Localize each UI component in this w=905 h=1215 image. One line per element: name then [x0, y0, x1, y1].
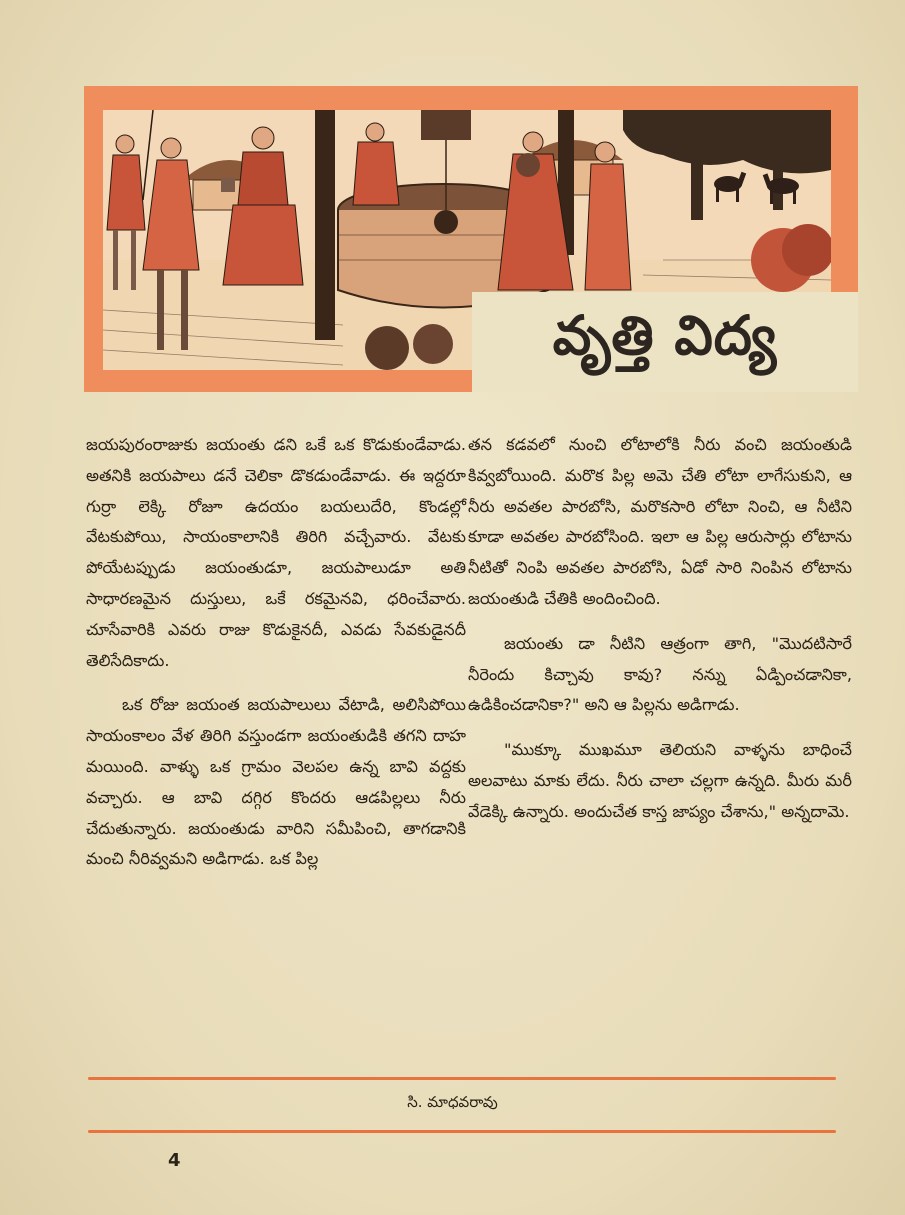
author-credit: సి. మాధవరావు	[407, 1093, 498, 1111]
story-title: వృత్తి విద్య	[552, 303, 778, 367]
divider-top	[88, 1077, 836, 1080]
paragraph: జయపురంరాజుకు జయంతు డని ఒకే ఒక కొడుకుండేవాడు. అతనికి జయపాలు డనే చెలికా డొకడుండేవాడు. ఈ ఇద్దరూ గుర్రా లెక్కి రోజూ ఉదయం బయలుదేరి, కొండల్లో వేటకుపోయి, సాయంకాలానికి తిరిగి వచ్చేవారు. వేటకు పోయేటప్పుడు జయంతుడూ, జయపాలుడూ అతి సాధారణమైన దుస్తులు, ఒకే రకమైనవి, ధరించేవారు. చూసేవారికి ఎవరు రాజు కొడుకైనదీ, ఎవడు సేవకుడైనదీ తెలిసేదికాదు.	[86, 435, 466, 670]
left-column	[86, 430, 466, 889]
paragraph: తన కడవలో నుంచి లోటాలోకి నీరు వంచి జయంతుడి కివ్వబోయింది. మరొక పిల్ల అమె చేతి లోటా లాగేసుకుని, ఆ నీరు అవతల పారబోసి, మరొకసారి లోటా నించి, ఆ నీటిని కూడా అవతల పారబోసింది. ఇలా ఆ పిల్ల ఆరుసార్లు లోటాను నీటితో నింపి అవతల పారబోసి, ఏడో సారి నింపిన లోటాను జయంతుడి చేతికి అందించింది.	[468, 435, 852, 608]
divider-bottom	[88, 1130, 836, 1133]
right-column	[468, 430, 852, 842]
paragraph: ఒక రోజు జయంత జయపాలులు వేటాడి, అలిసిపోయి సాయంకాలం వేళ తిరిగి వస్తుండగా జయంతుడికి తగని దాహ మయింది. వాళ్ళు ఒక గ్రామం వెలపల ఉన్న బావి వద్దకు వచ్చారు. ఆ బావి దగ్గిర కొందరు ఆడపిల్లలు నీరు చేదుతున్నారు. జయంతుడు వారిని సమీపించి, తాగడానికి మంచి నీరివ్వమని అడిగాడు. ఒక పిల్ల	[86, 695, 466, 869]
title-box	[472, 292, 858, 392]
page-number: 4	[168, 1150, 181, 1171]
paragraph: "ముక్కూ ముఖమూ తెలియని వాళ్ళను బాధించే అలవాటు మాకు లేదు. నీరు చాలా చల్లగా ఉన్నది. మీరు మరీ వేడెక్కి ఉన్నారు. అందుచేత కాస్త జాప్యం చేశాను," అన్నదామె.	[468, 740, 852, 821]
paragraph: జయంతు డా నీటిని ఆత్రంగా తాగి, "మొదటిసారే నీరెందు కిచ్చావు కావు? నన్ను ఏడ్పించడానికా, ఉడికించడానికా?" అని ఆ పిల్లను అడిగాడు.	[468, 633, 852, 715]
